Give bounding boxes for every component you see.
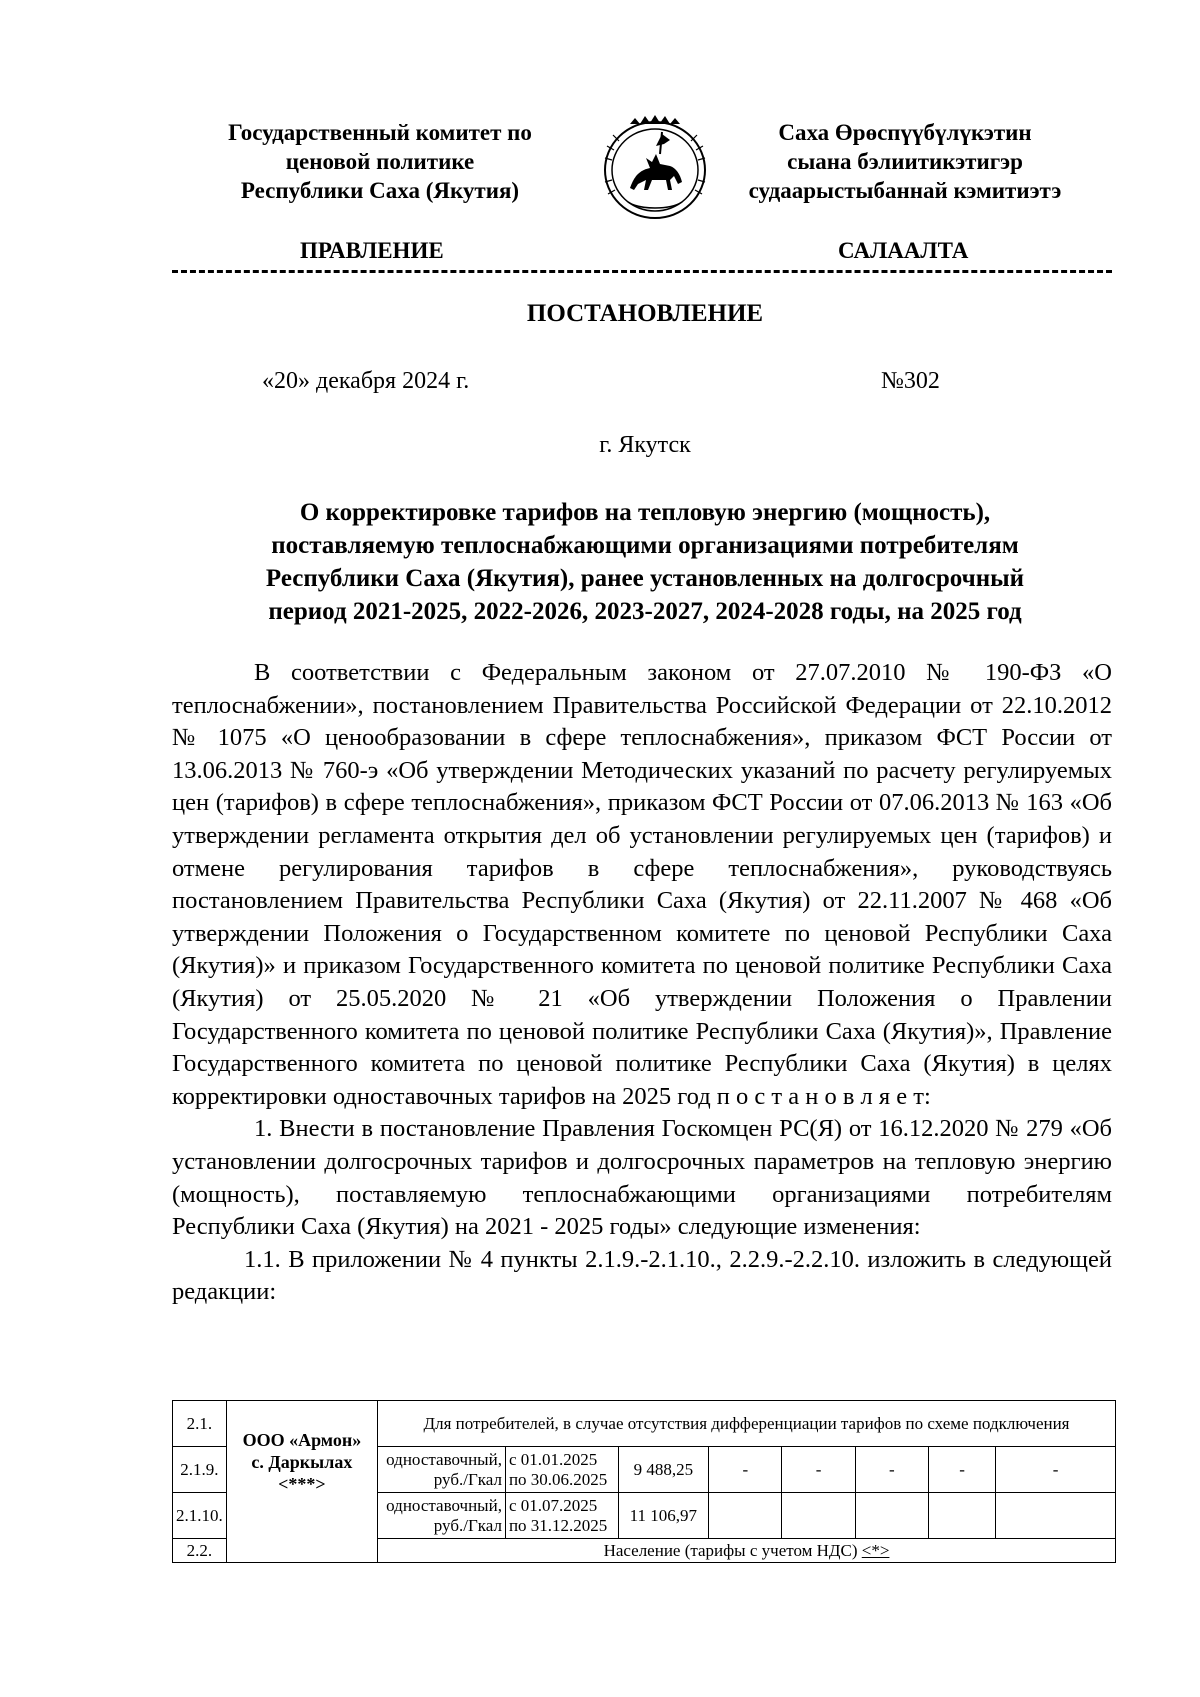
- document-city: г. Якутск: [599, 432, 691, 458]
- org-name: ООО «Армон»: [242, 1430, 362, 1450]
- tariff-type-text: одноставочный,: [386, 1495, 502, 1515]
- footnote-link[interactable]: <*>: [861, 1540, 890, 1560]
- board-label-sakha: САЛААЛТА: [838, 238, 969, 263]
- period-start: с 01.01.2025: [508, 1449, 598, 1469]
- table-cell-empty: [782, 1493, 855, 1539]
- document-title-line: О корректировке тарифов на тепловую энергию (мощность),: [299, 499, 991, 526]
- table-cell-empty: -: [709, 1447, 782, 1493]
- body-paragraph-item-1-1: 1.1. В приложении № 4 пункты 2.1.9.-2.1.10., 2.2.9.-2.2.10. изложить в следующей редакции:: [172, 1245, 1112, 1306]
- header-divider: [172, 270, 1112, 273]
- table-cell-empty: -: [855, 1447, 928, 1493]
- table-cell-num: 2.1.: [173, 1401, 227, 1447]
- table-cell-empty: -: [996, 1447, 1116, 1493]
- document-body: [172, 657, 1112, 1309]
- table-cell-empty: [996, 1493, 1116, 1539]
- committee-name-sakha: [720, 118, 1090, 205]
- table-cell-value: 11 106,97: [618, 1493, 709, 1539]
- committee-name-ru: [180, 118, 580, 205]
- republic-emblem-icon: [600, 110, 710, 222]
- tariff-type-text: одноставочный,: [386, 1449, 502, 1469]
- table-cell-empty: [855, 1493, 928, 1539]
- document-title-line: поставляемую теплоснабжающими организациями потребителям: [271, 532, 1019, 559]
- table-cell-value: 9 488,25: [618, 1447, 709, 1493]
- document-number: №302: [881, 368, 940, 394]
- table-cell-group-header: [378, 1539, 1116, 1563]
- table-cell-num: 2.2.: [173, 1539, 227, 1563]
- document-title-line: Республики Саха (Якутия), ранее установленных на долгосрочный: [265, 565, 1025, 592]
- period-start: с 01.07.2025: [508, 1495, 598, 1515]
- table-row: [173, 1401, 1116, 1447]
- committee-name-sakha-line: судаарыстыбаннай кэмитиэтэ: [748, 178, 1062, 203]
- table-cell-empty: -: [928, 1447, 995, 1493]
- document-date: «20» декабря 2024 г.: [262, 368, 470, 394]
- table-cell-num: 2.1.10.: [173, 1493, 227, 1539]
- table-cell-tariff-type: [378, 1447, 506, 1493]
- org-footnote-mark: <***>: [278, 1474, 326, 1494]
- committee-name-sakha-line: Саха Өрөспүүбүлүкэтин: [778, 120, 1032, 145]
- group-header-text: Население (тарифы с учетом НДС): [603, 1540, 862, 1560]
- document-type: ПОСТАНОВЛЕНИЕ: [526, 300, 764, 327]
- committee-name-ru-line: Государственный комитет по: [228, 120, 532, 145]
- table-cell-tariff-type: [378, 1493, 506, 1539]
- document-title-line: период 2021-2025, 2022-2026, 2023-2027, 2024-2028 годы, на 2025 год: [268, 598, 1022, 625]
- table-cell-group-header: Для потребителей, в случае отсутствия дифференциации тарифов по схеме подключения: [378, 1401, 1116, 1447]
- table-cell-empty: [928, 1493, 995, 1539]
- body-paragraph-preamble: В соответствии с Федеральным законом от 27.07.2010 № 190-ФЗ «О теплоснабжении», постановлением Правительства Российской Федерации от 22.10.2012 № 1075 «О ценообразовании в сфере теплоснабжения», приказом ФСТ России от 13.06.2013 № 760-э «Об утверждении Методических указаний по расчету регулируемых цен (тарифов) в сфере теплоснабжения», приказом ФСТ России от 07.06.2013 № 163 «Об утверждении регламента открытия дел об установлении регулируемых цен (тарифов) и отмене регулирования тарифов в сфере теплоснабжения», руководствуясь постановлением Правительства Республики Саха (Якутия) от 22.11.2007 № 468 «Об утверждении Положения о Государственном комитете по ценовой Республики Саха (Якутия)» и приказом Государственного комитета по ценовой политике Республики Саха (Якутия) от 25.05.2020 № 21 «Об утверждении Положения о Правлении Государственного комитета по ценовой политике Республики Саха (Якутия)», Правление Государственного комитета по ценовой политике Республики Саха (Якутия) в целях корректировки одноставочных тарифов на 2025 год п о с т а н о в л я е т:: [172, 659, 1112, 1110]
- table-cell-empty: -: [782, 1447, 855, 1493]
- period-end: по 31.12.2025: [508, 1515, 608, 1535]
- document-title: [200, 496, 1090, 628]
- tariff-unit-text: руб./Гкал: [433, 1469, 502, 1489]
- table-cell-empty: [709, 1493, 782, 1539]
- body-paragraph-item-1: 1. Внести в постановление Правления Госкомцен РС(Я) от 16.12.2020 № 279 «Об установлении долгосрочных тарифов и долгосрочных параметров на тепловую энергию (мощность), поставляемую теплоснабжающими организациями потребителям Республики Саха (Якутия) на 2021 - 2025 годы» следующие изменения:: [172, 1115, 1112, 1241]
- committee-name-ru-line: ценовой политике: [285, 149, 475, 174]
- board-label-ru: ПРАВЛЕНИЕ: [300, 238, 444, 263]
- committee-name-sakha-line: сыана бэлиитикэтигэр: [787, 149, 1023, 174]
- committee-name-ru-line: Республики Саха (Якутия): [240, 178, 520, 203]
- table-cell-num: 2.1.9.: [173, 1447, 227, 1493]
- tariff-unit-text: руб./Гкал: [433, 1515, 502, 1535]
- table-cell-period: [505, 1447, 618, 1493]
- table-cell-org: [226, 1401, 377, 1563]
- tariff-table: [172, 1400, 1116, 1563]
- org-location: с. Даркылах: [251, 1452, 353, 1472]
- period-end: по 30.06.2025: [508, 1469, 608, 1489]
- table-cell-period: [505, 1493, 618, 1539]
